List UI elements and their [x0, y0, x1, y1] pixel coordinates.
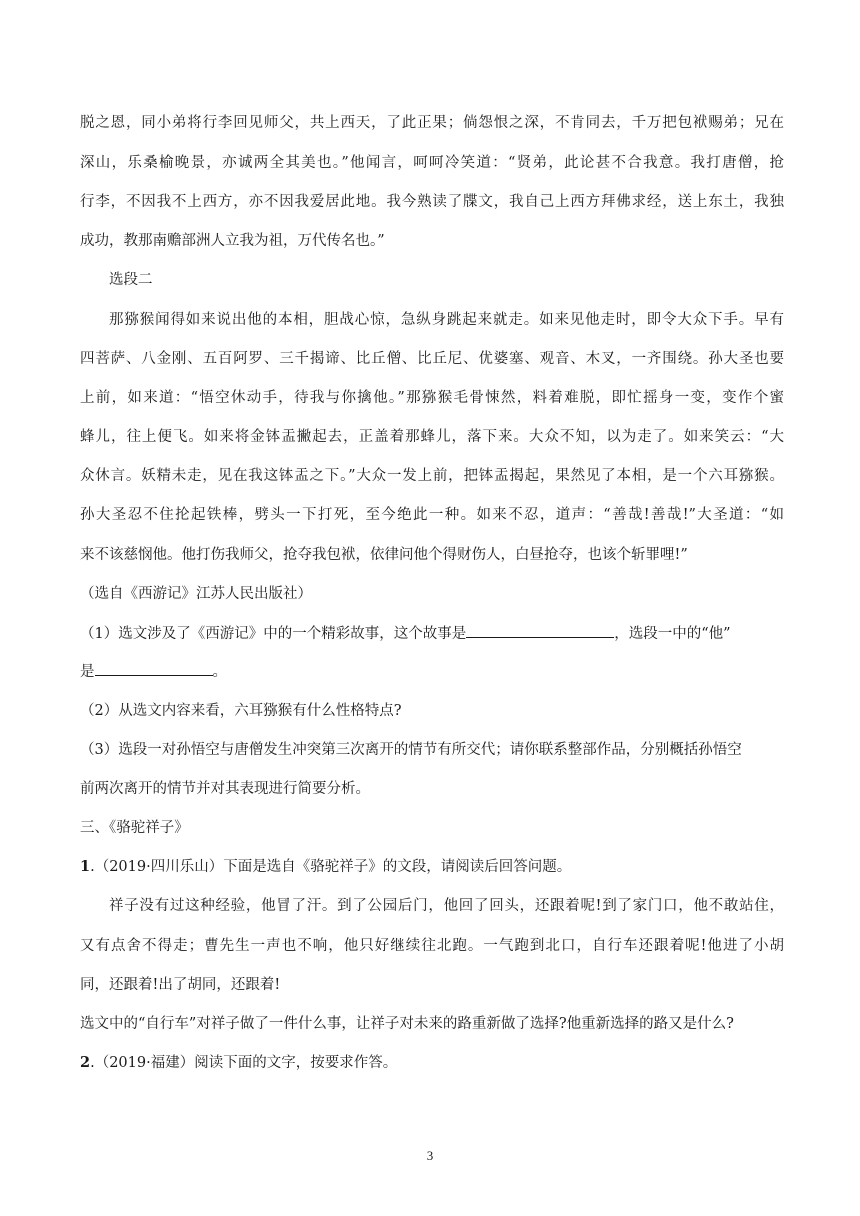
passage2-line: 来不该慈悯他。他打伤我师父，抢夺我包袱，依律问他个得财伤人，白昼抢夺，也该个斩罪哩!”	[80, 547, 688, 563]
passage2-line: 孙大圣忍不住抡起铁棒，劈头一下打死，至今绝此一种。如来不忍，道声：“善哉!善哉!”大圣道：“如	[80, 507, 784, 523]
item-1-heading	[80, 857, 784, 877]
question-1-line1	[80, 623, 784, 644]
passage3-line: 同，还跟着!出了胡同，还跟着!	[80, 977, 281, 993]
passage2-line: 那猕猴闻得如来说出他的本相，胆战心惊，急纵身跳起来就走。如来见他走时，即令大众下手。早有	[109, 312, 784, 328]
passage2-line: 四菩萨、八金刚、五百阿罗、三千揭谛、比丘僧、比丘尼、优婆塞、观音、木叉，一齐围绕。孙大圣也要	[80, 351, 784, 367]
item-1-text: .（2019·四川乐山）下面是选自《骆驼祥子》的文段，请阅读后回答问题。	[90, 859, 572, 875]
passage1-line: 行李，不因我不上西方，亦不因我爱居此地。我今熟读了牒文，我自己上西方拜佛求经，送上东土，我独	[80, 194, 784, 210]
item-2-number: 2	[80, 1054, 91, 1071]
item-1-question: 选文中的“自行车”对祥子做了一件什么事，让祥子对未来的路重新做了选择?他重新选择的路又是什么?	[80, 1016, 734, 1032]
section3-heading: 三、《骆驼祥子》	[80, 820, 189, 836]
item-2-text: .（2019·福建）阅读下面的文字，按要求作答。	[90, 1055, 398, 1071]
answer-blank-he[interactable]	[95, 661, 213, 676]
source-citation: （选自《西游记》江苏人民出版社）	[80, 586, 312, 602]
page-number: 3	[426, 1148, 434, 1163]
question-1-text-b: ，选段一中的“他”	[614, 626, 731, 642]
passage2-line: 上前，如来道：“悟空休动手，待我与你擒他。”那猕猴毛骨悚然，料着难脱，即忙摇身一变，变作个蜜	[80, 390, 784, 406]
question-3-line2: 前两次离开的情节并对其表现进行简要分析。	[80, 781, 370, 797]
passage1-line: 脱之恩，同小弟将行李回见师父，共上西天，了此正果；倘怨恨之深，不肯同去，千万把包袱赐弟；兄在	[80, 115, 784, 131]
passage1-line: 成功，教那南赡部洲人立我为祖，万代传名也。”	[80, 233, 385, 249]
question-1-text-d: 。	[212, 664, 227, 680]
passage2-line: 众休言。妖精未走，见在我这钵盂之下。”大众一发上前，把钵盂揭起，果然见了本相，是一个六耳猕猴。	[80, 468, 784, 484]
question-2: （2）从选文内容来看，六耳猕猴有什么性格特点?	[80, 703, 402, 719]
passage3-line: 又有点舍不得走；曹先生一声也不响，他只好继续往北跑。一气跑到北口，自行车还跟着呢!他进了小胡	[80, 938, 784, 954]
answer-blank-story[interactable]	[466, 623, 614, 638]
question-1-text-a: （1）选文涉及了《西游记》中的一个精彩故事，这个故事是	[80, 626, 467, 642]
question-1-line2	[80, 661, 784, 682]
passage1-line: 深山，乐桑榆晚景，亦诚两全其美也。”他闻言，呵呵冷笑道：“贤弟，此论甚不合我意。我打唐僧，抢	[80, 155, 784, 171]
item-2-heading	[80, 1053, 784, 1073]
question-1-text-c: 是	[80, 664, 95, 680]
section2-title: 选段二	[109, 272, 153, 288]
item-1-number: 1	[80, 858, 91, 875]
passage3-line: 祥子没有过这种经验，他冒了汗。到了公园后门，他回了回头，还跟着呢!到了家门口，他不敢站住，	[109, 898, 784, 914]
passage2-line: 蜂儿，往上便飞。如来将金钵盂撇起去，正盖着那蜂儿，落下来。大众不知，以为走了。如来笑云：“大	[80, 429, 784, 445]
question-3-line1: （3）选段一对孙悟空与唐僧发生冲突第三次离开的情节有所交代；请你联系整部作品，分别概括孙悟空	[80, 742, 742, 758]
